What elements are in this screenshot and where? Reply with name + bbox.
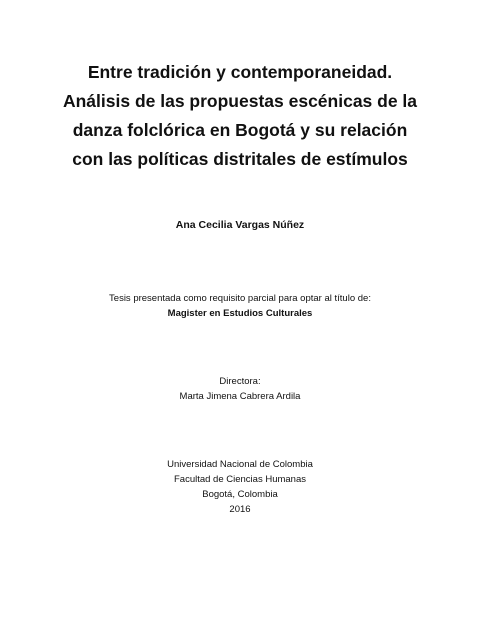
title-line: con las políticas distritales de estímulos	[72, 149, 408, 169]
director-name: Marta Jimena Cabrera Ardila	[179, 391, 301, 402]
thesis-title	[40, 58, 440, 174]
degree-name: Magister en Estudios Culturales	[167, 308, 313, 319]
title-line: danza folclórica en Bogotá y su relación	[72, 120, 408, 140]
title-line: Análisis de las propuestas escénicas de la	[62, 91, 418, 111]
thesis-statement: Tesis presentada como requisito parcial para optar al título de:	[109, 293, 371, 304]
thesis-statement-block	[0, 291, 480, 321]
title-line: Entre tradición y contemporaneidad.	[87, 62, 393, 82]
author-name: Ana Cecilia Vargas Núñez	[175, 219, 305, 231]
director-label: Directora:	[219, 376, 261, 387]
university-name: Universidad Nacional de Colombia	[167, 459, 313, 470]
institution-block	[0, 457, 480, 517]
year: 2016	[229, 504, 251, 515]
director-block	[0, 374, 480, 404]
faculty-name: Facultad de Ciencias Humanas	[173, 474, 306, 485]
city-name: Bogotá, Colombia	[202, 489, 278, 500]
